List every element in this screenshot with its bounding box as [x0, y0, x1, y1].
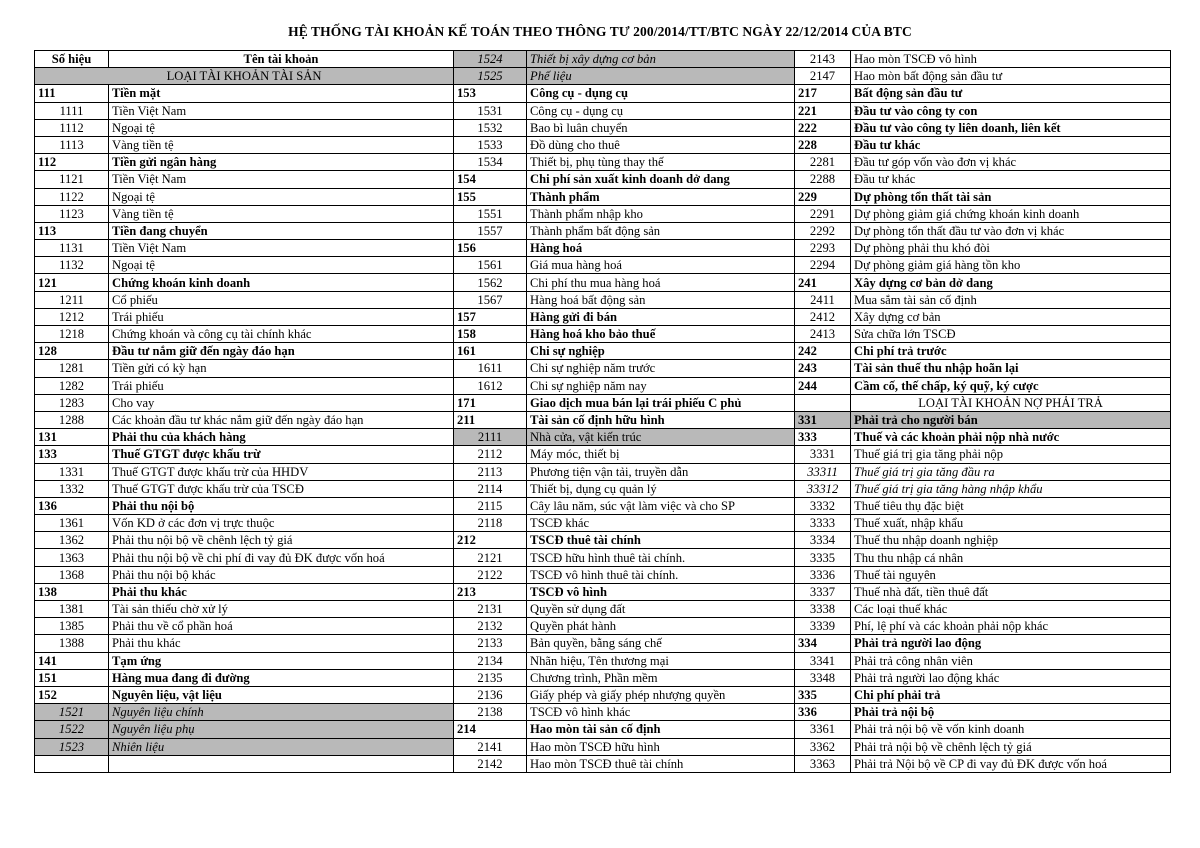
account-code: 2135	[454, 669, 527, 686]
account-code: 3336	[795, 566, 851, 583]
account-name: Phải trả nội bộ về vốn kinh doanh	[851, 721, 1171, 738]
table-row	[35, 446, 1171, 463]
account-name: Sửa chữa lớn TSCĐ	[851, 326, 1171, 343]
account-name: Tiền Việt Nam	[109, 102, 454, 119]
account-code: 3338	[795, 601, 851, 618]
account-name: Phải thu nội bộ khác	[109, 566, 454, 583]
account-code: 161	[454, 343, 527, 360]
account-code: 3334	[795, 532, 851, 549]
table-row	[35, 257, 1171, 274]
account-code: 2112	[454, 446, 527, 463]
account-name: Chứng khoán và công cụ tài chính khác	[109, 326, 454, 343]
account-code: 2118	[454, 515, 527, 532]
account-code: 1567	[454, 291, 527, 308]
account-name: Thuế giá trị gia tăng đầu ra	[851, 463, 1171, 480]
account-code: 1112	[35, 119, 109, 136]
header-code: Số hiệu	[35, 51, 109, 68]
account-code: 1111	[35, 102, 109, 119]
account-code: 1113	[35, 136, 109, 153]
account-code: 154	[454, 171, 527, 188]
account-name: Công cụ - dụng cụ	[527, 85, 795, 102]
account-name: Hao mòn tài sản cố định	[527, 721, 795, 738]
account-name: Quyền phát hành	[527, 618, 795, 635]
account-name: TSCĐ thuê tài chính	[527, 532, 795, 549]
account-name: Thuế và các khoản phải nộp nhà nước	[851, 429, 1171, 446]
account-code: 243	[795, 360, 851, 377]
account-name: Tiền Việt Nam	[109, 171, 454, 188]
account-name	[109, 755, 454, 772]
account-code: 3361	[795, 721, 851, 738]
table-row	[35, 566, 1171, 583]
account-code: 1332	[35, 480, 109, 497]
account-name: Phải trả công nhân viên	[851, 652, 1171, 669]
account-code: 157	[454, 308, 527, 325]
account-code: 2293	[795, 240, 851, 257]
account-code: 171	[454, 394, 527, 411]
account-name: Các loại thuế khác	[851, 601, 1171, 618]
accounts-table	[34, 50, 1171, 773]
account-name: Phải trả nội bộ	[851, 704, 1171, 721]
account-name: Phải thu khác	[109, 583, 454, 600]
account-name: Tiền Việt Nam	[109, 240, 454, 257]
account-name: Thuế giá trị gia tăng phải nộp	[851, 446, 1171, 463]
account-name: Đầu tư khác	[851, 171, 1171, 188]
account-name: Vốn KD ở các đơn vị trực thuộc	[109, 515, 454, 532]
table-row	[35, 704, 1171, 721]
account-code: 2134	[454, 652, 527, 669]
account-code: 1381	[35, 601, 109, 618]
account-name: Xây dựng cơ bản dở dang	[851, 274, 1171, 291]
account-name: Dự phòng tổn thất đầu tư vào đơn vị khác	[851, 222, 1171, 239]
account-code: 3332	[795, 497, 851, 514]
account-name: Tiền gửi ngân hàng	[109, 154, 454, 171]
table-row	[35, 497, 1171, 514]
table-row	[35, 652, 1171, 669]
account-code: 33311	[795, 463, 851, 480]
account-code: 33312	[795, 480, 851, 497]
account-name: Cho vay	[109, 394, 454, 411]
account-code: 151	[35, 669, 109, 686]
account-name: Tiền đang chuyển	[109, 222, 454, 239]
account-name: Thuế xuất, nhập khẩu	[851, 515, 1171, 532]
account-name: Chi sự nghiệp	[527, 343, 795, 360]
account-code: 211	[454, 411, 527, 428]
account-name: Thuế thu nhập doanh nghiệp	[851, 532, 1171, 549]
account-code: 1132	[35, 257, 109, 274]
account-name: Thành phẩm nhập kho	[527, 205, 795, 222]
account-name: Đầu tư vào công ty liên doanh, liên kết	[851, 119, 1171, 136]
account-code: 1121	[35, 171, 109, 188]
account-code: 1368	[35, 566, 109, 583]
account-name: Phải thu của khách hàng	[109, 429, 454, 446]
account-name: Tài sản thuế thu nhập hoãn lại	[851, 360, 1171, 377]
account-name: Phế liệu	[527, 68, 795, 85]
account-code: 1288	[35, 411, 109, 428]
account-name: Cây lâu năm, súc vật làm việc và cho SP	[527, 497, 795, 514]
account-name: Chi phí phải trả	[851, 686, 1171, 703]
account-name: Dự phòng giảm giá chứng khoán kinh doanh	[851, 205, 1171, 222]
account-name: Phải thu nội bộ về chi phí đi vay đủ ĐK được vốn hoá	[109, 549, 454, 566]
account-name: Thiết bị, dụng cụ quản lý	[527, 480, 795, 497]
account-name: Tiền gửi có kỳ hạn	[109, 360, 454, 377]
account-code: 2281	[795, 154, 851, 171]
account-name: Ngoại tệ	[109, 188, 454, 205]
account-name: Phải thu khác	[109, 635, 454, 652]
account-code: 2147	[795, 68, 851, 85]
account-code: 2141	[454, 738, 527, 755]
table-row	[35, 171, 1171, 188]
account-name: Chi sự nghiệp năm trước	[527, 360, 795, 377]
account-code: 2132	[454, 618, 527, 635]
account-code: 2288	[795, 171, 851, 188]
account-name: Vàng tiền tệ	[109, 205, 454, 222]
account-code: 1612	[454, 377, 527, 394]
account-name: Phải trả người lao động	[851, 635, 1171, 652]
account-code: 2292	[795, 222, 851, 239]
account-code: 3339	[795, 618, 851, 635]
account-name: Nguyên liệu phụ	[109, 721, 454, 738]
account-code: 152	[35, 686, 109, 703]
account-name: Phương tiện vận tải, truyền dẫn	[527, 463, 795, 480]
account-name: Vàng tiền tệ	[109, 136, 454, 153]
account-code: 3362	[795, 738, 851, 755]
account-name: Trái phiếu	[109, 377, 454, 394]
account-code: 1282	[35, 377, 109, 394]
account-name: Phải thu nội bộ	[109, 497, 454, 514]
account-code: 1524	[454, 51, 527, 68]
table-row	[35, 738, 1171, 755]
account-code: 3341	[795, 652, 851, 669]
account-code: 2122	[454, 566, 527, 583]
account-name: Thu thu nhập cá nhân	[851, 549, 1171, 566]
account-name: Xây dựng cơ bản	[851, 308, 1171, 325]
account-name: Thành phẩm bất động sản	[527, 222, 795, 239]
account-code: 2143	[795, 51, 851, 68]
account-name: Đầu tư nắm giữ đến ngày đáo hạn	[109, 343, 454, 360]
table-row	[35, 136, 1171, 153]
account-code: 133	[35, 446, 109, 463]
table-row	[35, 686, 1171, 703]
account-code: 228	[795, 136, 851, 153]
table-row	[35, 618, 1171, 635]
account-name: Hàng hoá kho bảo thuế	[527, 326, 795, 343]
account-code: 1283	[35, 394, 109, 411]
account-name: Đầu tư vào công ty con	[851, 102, 1171, 119]
table-row	[35, 411, 1171, 428]
account-code: 1611	[454, 360, 527, 377]
account-name: Thành phẩm	[527, 188, 795, 205]
account-name: Thuế tiêu thụ đặc biệt	[851, 497, 1171, 514]
table-row	[35, 188, 1171, 205]
account-name: Thiết bị, phụ tùng thay thế	[527, 154, 795, 171]
account-code: 1521	[35, 704, 109, 721]
account-code: 112	[35, 154, 109, 171]
account-code: 244	[795, 377, 851, 394]
account-code: 1211	[35, 291, 109, 308]
account-name: Thuế tài nguyên	[851, 566, 1171, 583]
account-name: Ngoại tệ	[109, 119, 454, 136]
table-row	[35, 326, 1171, 343]
account-code: 1562	[454, 274, 527, 291]
table-row	[35, 583, 1171, 600]
account-name: Hàng hoá	[527, 240, 795, 257]
account-code: 333	[795, 429, 851, 446]
account-code: 1523	[35, 738, 109, 755]
table-row	[35, 515, 1171, 532]
account-name: Cầm cố, thế chấp, ký quỹ, ký cược	[851, 377, 1171, 394]
table-row	[35, 240, 1171, 257]
account-code: 229	[795, 188, 851, 205]
account-code: 3337	[795, 583, 851, 600]
account-name: Hao mòn TSCĐ vô hình	[851, 51, 1171, 68]
table-row	[35, 463, 1171, 480]
account-code: 2294	[795, 257, 851, 274]
account-name: Tạm ứng	[109, 652, 454, 669]
account-code: 3331	[795, 446, 851, 463]
account-code: 2291	[795, 205, 851, 222]
account-name: Giấy phép và giấy phép nhượng quyền	[527, 686, 795, 703]
account-code: 1131	[35, 240, 109, 257]
account-code: 1531	[454, 102, 527, 119]
account-code: 2412	[795, 308, 851, 325]
account-code: 241	[795, 274, 851, 291]
account-code: 1522	[35, 721, 109, 738]
account-name: Dự phòng phải thu khó đòi	[851, 240, 1171, 257]
account-code: 158	[454, 326, 527, 343]
account-name: Phải trả cho người bán	[851, 411, 1171, 428]
table-row	[35, 291, 1171, 308]
account-name: Tài sản cố định hữu hình	[527, 411, 795, 428]
account-name: Thuế GTGT được khấu trừ	[109, 446, 454, 463]
account-name: Chương trình, Phần mềm	[527, 669, 795, 686]
account-name: Bao bì luân chuyển	[527, 119, 795, 136]
account-code: 1363	[35, 549, 109, 566]
account-name: Phải trả người lao động khác	[851, 669, 1171, 686]
account-name: Nguyên liệu, vật liệu	[109, 686, 454, 703]
account-code	[35, 755, 109, 772]
account-name: Hao mòn TSCĐ hữu hình	[527, 738, 795, 755]
account-name: Chi sự nghiệp năm nay	[527, 377, 795, 394]
table-row	[35, 85, 1171, 102]
account-code: 2111	[454, 429, 527, 446]
account-name: Nhiên liệu	[109, 738, 454, 755]
account-code: 222	[795, 119, 851, 136]
account-code: 1123	[35, 205, 109, 222]
account-code: 141	[35, 652, 109, 669]
account-code: 1331	[35, 463, 109, 480]
account-name: Nguyên liệu chính	[109, 704, 454, 721]
account-code: 113	[35, 222, 109, 239]
account-name: Chi phí trả trước	[851, 343, 1171, 360]
table-row	[35, 360, 1171, 377]
account-name: Thuế GTGT được khấu trừ của TSCĐ	[109, 480, 454, 497]
account-code: 2115	[454, 497, 527, 514]
account-code: 131	[35, 429, 109, 446]
account-name: Mua sắm tài sản cố định	[851, 291, 1171, 308]
account-code: 2113	[454, 463, 527, 480]
account-code: 1551	[454, 205, 527, 222]
table-row	[35, 429, 1171, 446]
table-header-row	[35, 51, 1171, 68]
account-code: 1361	[35, 515, 109, 532]
account-code: 1388	[35, 635, 109, 652]
account-code: 1533	[454, 136, 527, 153]
account-code: 2131	[454, 601, 527, 618]
account-code: 155	[454, 188, 527, 205]
account-code: 3333	[795, 515, 851, 532]
account-code: 2133	[454, 635, 527, 652]
account-code: 217	[795, 85, 851, 102]
table-row	[35, 549, 1171, 566]
account-name: Trái phiếu	[109, 308, 454, 325]
account-code: 3363	[795, 755, 851, 772]
account-code: 1362	[35, 532, 109, 549]
account-name: Tiền mặt	[109, 85, 454, 102]
account-name: Phải trả nội bộ về chênh lệch tỷ giá	[851, 738, 1171, 755]
account-code: 242	[795, 343, 851, 360]
account-name: Bất động sản đầu tư	[851, 85, 1171, 102]
account-name: TSCĐ hữu hình thuê tài chính.	[527, 549, 795, 566]
account-code: 121	[35, 274, 109, 291]
account-name: Đồ dùng cho thuê	[527, 136, 795, 153]
account-name: Thuế giá trị gia tăng hàng nhập khẩu	[851, 480, 1171, 497]
account-name: Nhà cửa, vật kiến trúc	[527, 429, 795, 446]
table-row	[35, 669, 1171, 686]
account-name: TSCĐ khác	[527, 515, 795, 532]
table-row	[35, 68, 1171, 85]
account-name: Cổ phiếu	[109, 291, 454, 308]
account-name: Hàng mua đang đi đường	[109, 669, 454, 686]
table-row	[35, 721, 1171, 738]
account-code: 2121	[454, 549, 527, 566]
table-row	[35, 205, 1171, 222]
account-name: Hàng gửi đi bán	[527, 308, 795, 325]
account-code: 2411	[795, 291, 851, 308]
account-code: 2142	[454, 755, 527, 772]
account-code: 2136	[454, 686, 527, 703]
section-heading: LOẠI TÀI KHOẢN TÀI SẢN	[35, 68, 454, 85]
table-row	[35, 274, 1171, 291]
account-name: Thuế GTGT được khấu trừ của HHDV	[109, 463, 454, 480]
account-name: Dự phòng tổn thất tài sản	[851, 188, 1171, 205]
table-row	[35, 480, 1171, 497]
table-row	[35, 102, 1171, 119]
account-code: 128	[35, 343, 109, 360]
account-name: Giá mua hàng hoá	[527, 257, 795, 274]
account-name: Thuế nhà đất, tiền thuê đất	[851, 583, 1171, 600]
account-name: Bản quyền, bằng sáng chế	[527, 635, 795, 652]
account-name: Máy móc, thiết bị	[527, 446, 795, 463]
account-name: TSCĐ vô hình	[527, 583, 795, 600]
account-code: 334	[795, 635, 851, 652]
account-name: Phải thu nội bộ về chênh lệch tỷ giá	[109, 532, 454, 549]
account-code: 111	[35, 85, 109, 102]
table-row	[35, 343, 1171, 360]
account-name: Phải thu về cổ phần hoá	[109, 618, 454, 635]
table-row	[35, 308, 1171, 325]
account-code: 136	[35, 497, 109, 514]
account-code: 156	[454, 240, 527, 257]
account-name: Quyền sử dụng đất	[527, 601, 795, 618]
account-code: 1212	[35, 308, 109, 325]
account-code: 212	[454, 532, 527, 549]
table-row	[35, 154, 1171, 171]
table-row	[35, 532, 1171, 549]
account-code: 331	[795, 411, 851, 428]
account-name: Nhãn hiệu, Tên thương mại	[527, 652, 795, 669]
account-name: Phải trả Nội bộ về CP đi vay đủ ĐK được vốn hoá	[851, 755, 1171, 772]
account-code: 3348	[795, 669, 851, 686]
account-code	[795, 394, 851, 411]
account-name: Phí, lệ phí và các khoản phải nộp khác	[851, 618, 1171, 635]
account-code: 138	[35, 583, 109, 600]
account-code: 336	[795, 704, 851, 721]
account-name: Hao mòn bất động sản đầu tư	[851, 68, 1171, 85]
account-code: 1534	[454, 154, 527, 171]
account-code: 213	[454, 583, 527, 600]
account-name: Các khoản đầu tư khác nắm giữ đến ngày đáo hạn	[109, 411, 454, 428]
account-name: Thiết bị xây dựng cơ bản	[527, 51, 795, 68]
account-code: 1281	[35, 360, 109, 377]
account-code: 2114	[454, 480, 527, 497]
table-row	[35, 755, 1171, 772]
table-row	[35, 601, 1171, 618]
table-row	[35, 377, 1171, 394]
account-name: Tài sản thiếu chờ xử lý	[109, 601, 454, 618]
account-code: 1532	[454, 119, 527, 136]
table-row	[35, 635, 1171, 652]
account-code: 3335	[795, 549, 851, 566]
table-row	[35, 394, 1171, 411]
account-name: Chứng khoán kinh doanh	[109, 274, 454, 291]
account-name: TSCĐ vô hình thuê tài chính.	[527, 566, 795, 583]
account-code: 1385	[35, 618, 109, 635]
account-name: Giao dịch mua bán lại trái phiếu C phủ	[527, 394, 795, 411]
account-name: Đầu tư khác	[851, 136, 1171, 153]
table-row	[35, 222, 1171, 239]
account-code: 153	[454, 85, 527, 102]
account-name: Đầu tư góp vốn vào đơn vị khác	[851, 154, 1171, 171]
account-code: 335	[795, 686, 851, 703]
account-code: 2413	[795, 326, 851, 343]
accounts-table-body	[35, 51, 1171, 773]
account-name: Hao mòn TSCĐ thuê tài chính	[527, 755, 795, 772]
document-title: HỆ THỐNG TÀI KHOẢN KẾ TOÁN THEO THÔNG TƯ 200/2014/TT/BTC NGÀY 22/12/2014 CỦA BTC	[288, 24, 912, 39]
account-code: 214	[454, 721, 527, 738]
account-code: 1218	[35, 326, 109, 343]
account-code: 221	[795, 102, 851, 119]
account-name: TSCĐ vô hình khác	[527, 704, 795, 721]
category-heading: LOẠI TÀI KHOẢN NỢ PHẢI TRẢ	[851, 394, 1171, 411]
table-row	[35, 119, 1171, 136]
account-code: 1557	[454, 222, 527, 239]
account-name: Chi phí thu mua hàng hoá	[527, 274, 795, 291]
account-code: 1122	[35, 188, 109, 205]
account-code: 1525	[454, 68, 527, 85]
account-name: Dự phòng giảm giá hàng tồn kho	[851, 257, 1171, 274]
account-name: Ngoại tệ	[109, 257, 454, 274]
account-code: 1561	[454, 257, 527, 274]
account-name: Chi phí sản xuất kinh doanh dở dang	[527, 171, 795, 188]
account-name: Hàng hoá bất động sản	[527, 291, 795, 308]
account-name: Công cụ - dụng cụ	[527, 102, 795, 119]
header-name: Tên tài khoản	[109, 51, 454, 68]
account-code: 2138	[454, 704, 527, 721]
